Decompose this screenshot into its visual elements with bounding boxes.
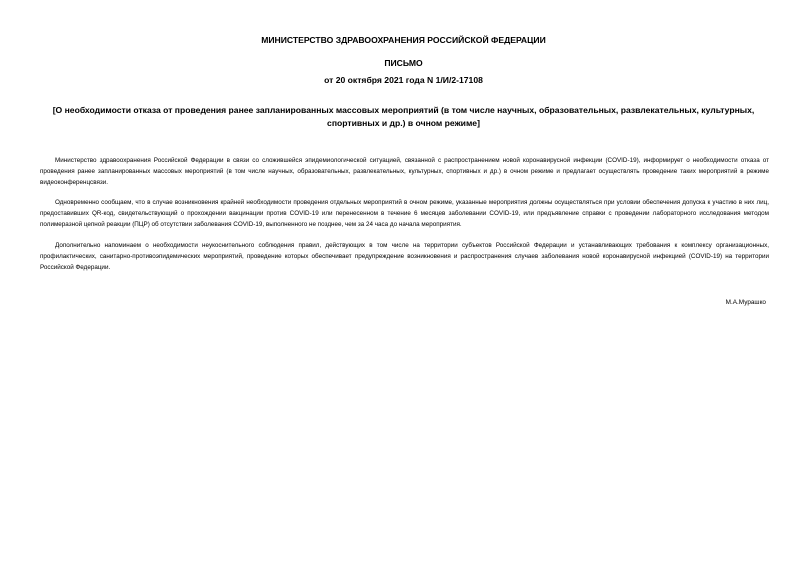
body-paragraph: Одновременно сообщаем, что в случае возникновения крайней необходимости проведения отдельных мероприятий в очном режиме, указанные мероприятия должны осуществляться при условии обеспечения допуска к участию в них лиц, предоставивших QR-код, свидетельствующий о прохождении вакцинации против COVID-19 или перенесенном в течение 6 месяцев заболевании COVID-19, или предъявление справки с проведении лабораторного исследования методом полимеразной цепной реакции (ПЦР) об отсутствии заболевания COVID-19, выполненного не позднее, чем за 24 часа до начала мероприятия. [40, 199, 769, 228]
ministry-name: МИНИСТЕРСТВО ЗДРАВООХРАНЕНИЯ РОССИЙСКОЙ ФЕДЕРАЦИИ [261, 35, 546, 45]
document-subject: [О необходимости отказа от проведения ранее запланированных массовых мероприятий (в том числе научных, образовательных, развлекательных, культурных, спортивных и др.) в очном режиме] [52, 105, 755, 128]
signature-name: М.А.Мурашко [725, 299, 766, 306]
document-date-number: от 20 октября 2021 года N 1/И/2-17108 [324, 75, 483, 85]
document-type: ПИСЬМО [384, 58, 423, 68]
body-paragraph: Министерство здравоохранения Российской Федерации в связи со сложившейся эпидемиологической ситуацией, связанной с распространением новой коронавирусной инфекции (COVID-19), информирует о необходимости отказа от проведения ранее запланированных массовых мероприятий (в том числе научных, образовательных, развлекательных, культурных, спортивных и др.) в очном режиме и предлагает осуществлять проведение таких мероприятий в режиме видеоконференцсвязи. [40, 157, 769, 186]
body-paragraph: Дополнительно напоминаем о необходимости неукоснительного соблюдения правил, действующих в том числе на территории субъектов Российской Федерации и устанавливающих требования к комплексу организационных, профилактических, санитарно-противоэпидемических мероприятий, проведение которых обеспечивает предупреждение возникновения и распространения случаев заболевания новой коронавирусной инфекцией (COVID-19) на территории Российской Федерации. [40, 242, 769, 271]
